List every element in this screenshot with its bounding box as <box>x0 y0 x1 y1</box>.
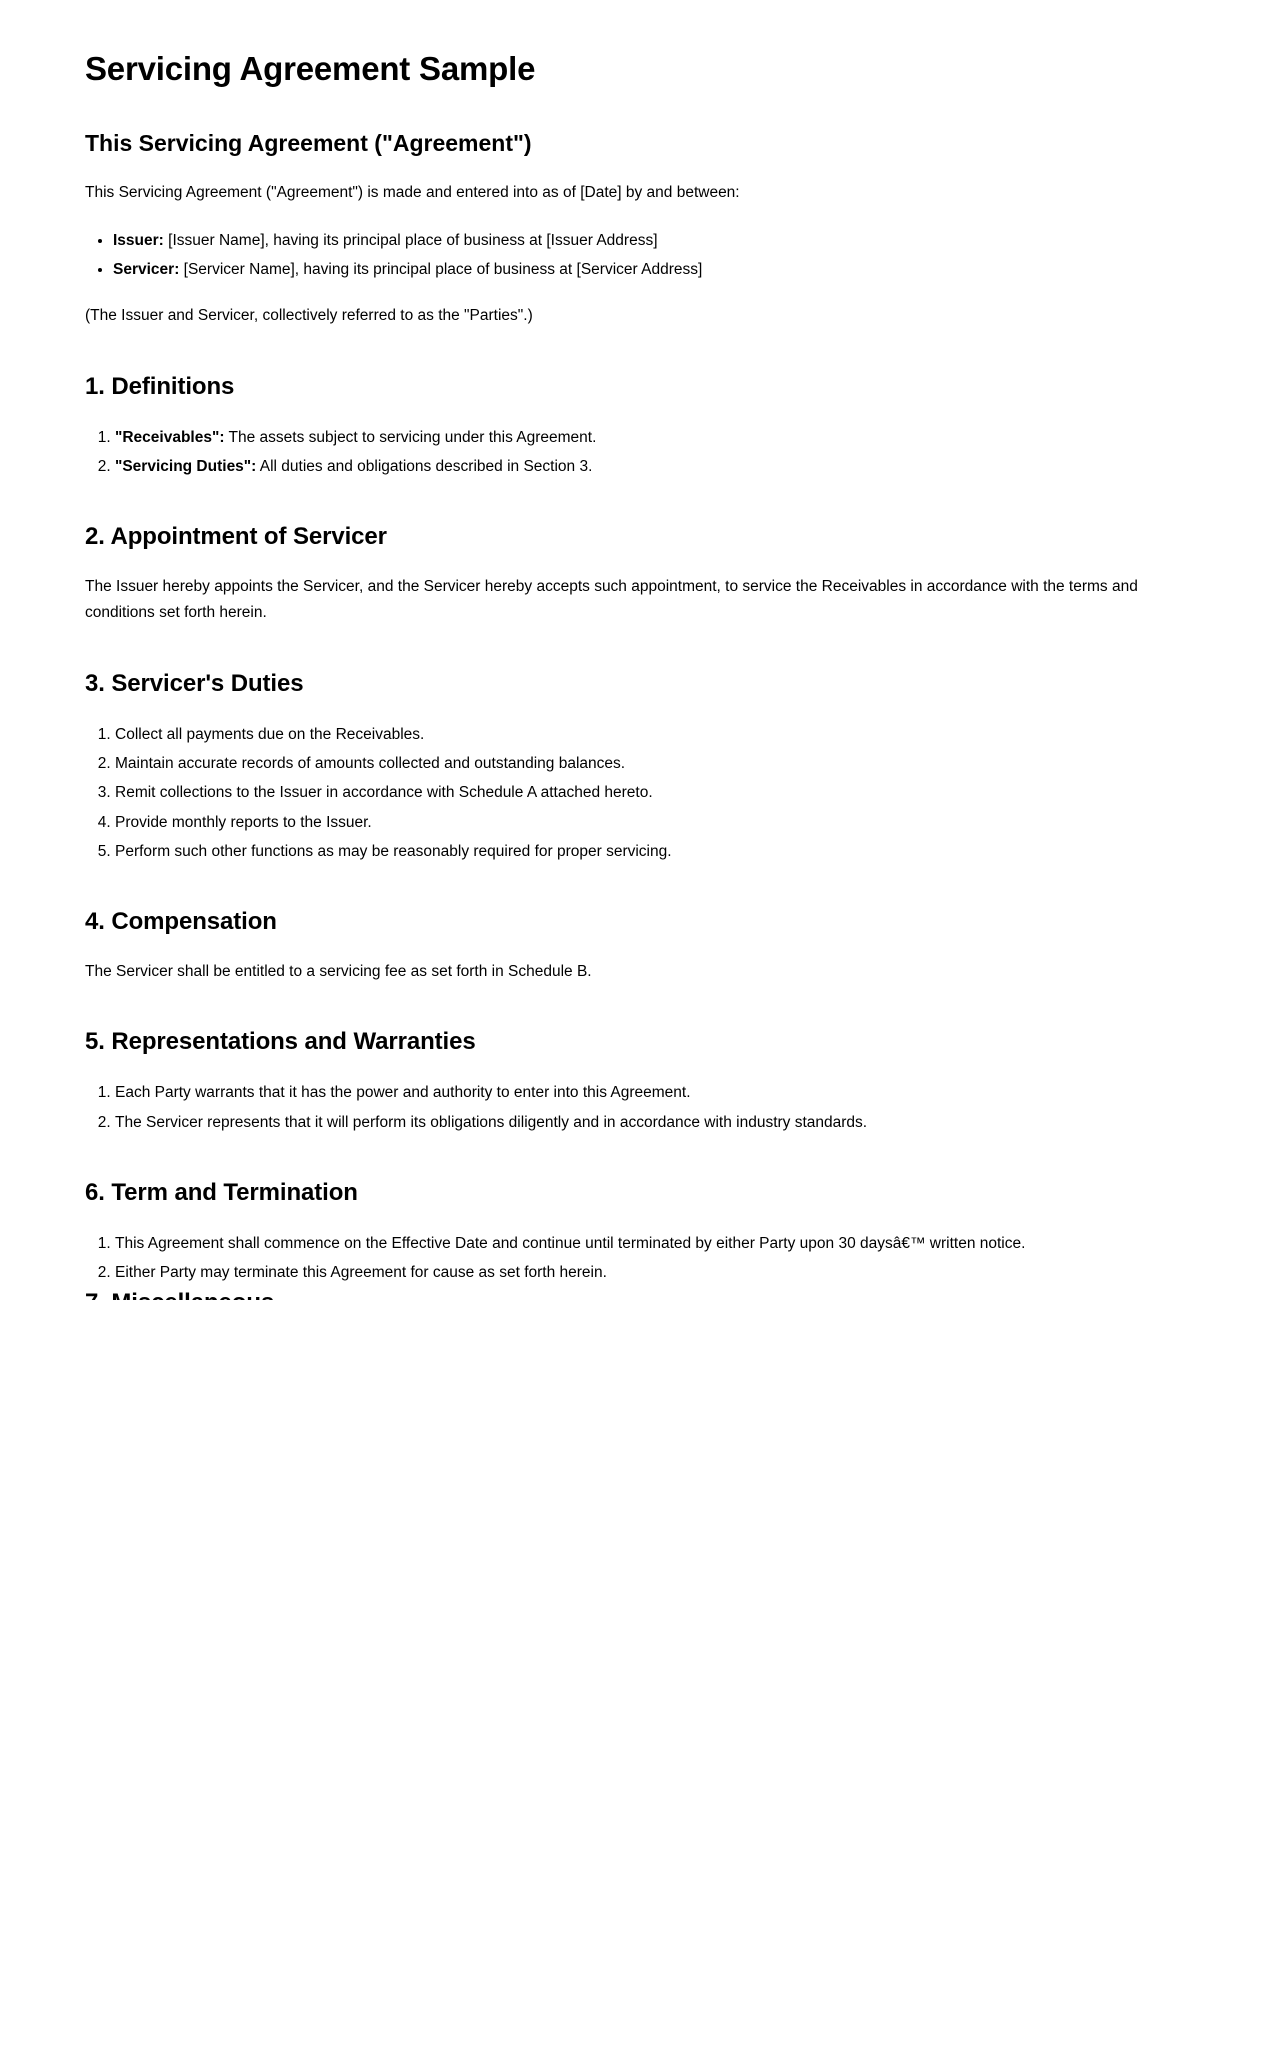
section-definitions <box>85 372 1178 480</box>
party-text: [Servicer Name], having its principal place of business at [Servicer Address] <box>179 260 703 278</box>
list-item: 2. Either Party may terminate this Agreement for cause as set forth herein. <box>115 1259 1178 1286</box>
intro-heading: This Servicing Agreement ("Agreement") <box>85 130 532 157</box>
party-text: [Issuer Name], having its principal place of business at [Issuer Address] <box>163 231 658 249</box>
parties-note: (The Issuer and Servicer, collectively referred to as the "Parties".) <box>85 306 533 324</box>
party-label: Issuer: <box>113 231 164 249</box>
section-heading: 2. Appointment of Servicer <box>85 522 387 550</box>
termination-list <box>85 1230 1178 1286</box>
representations-list <box>85 1079 1178 1135</box>
section-heading: 4. Compensation <box>85 907 277 935</box>
list-item: 1. This Agreement shall commence on the Effective Date and continue until terminated by either Party upon 30 daysâ€™ written notice. <box>115 1230 1178 1257</box>
section-appointment <box>85 522 1178 627</box>
list-item: 3. Remit collections to the Issuer in accordance with Schedule A attached hereto. <box>115 779 1178 806</box>
definition-text: All duties and obligations described in Section 3. <box>256 457 593 475</box>
list-item <box>113 227 1178 254</box>
definition-text: The assets subject to servicing under this Agreement. <box>224 428 597 446</box>
parties-list <box>85 227 1178 283</box>
section-intro <box>85 129 1178 329</box>
section-miscellaneous-clipped <box>85 1288 685 1300</box>
list-item: 1. Each Party warrants that it has the power and authority to enter into this Agreement. <box>115 1079 1178 1106</box>
list-item <box>115 453 1178 480</box>
section-term-termination <box>85 1178 1178 1286</box>
list-item <box>113 256 1178 283</box>
list-item <box>115 424 1178 451</box>
definition-term: "Servicing Duties": <box>115 457 257 475</box>
duties-list <box>85 721 1178 865</box>
section-paragraph: The Servicer shall be entitled to a servicing fee as set forth in Schedule B. <box>85 962 592 980</box>
list-item: 1. Collect all payments due on the Receivables. <box>115 721 1178 748</box>
intro-paragraph: This Servicing Agreement ("Agreement") is made and entered into as of [Date] by and between: <box>85 184 740 201</box>
section-heading: 6. Term and Termination <box>85 1178 358 1206</box>
party-label: Servicer: <box>113 260 180 278</box>
section-heading: 3. Servicer's Duties <box>85 670 304 698</box>
page-title: Servicing Agreement Sample <box>85 50 536 87</box>
list-item: 5. Perform such other functions as may be reasonably required for proper servicing. <box>115 838 1178 865</box>
section-representations <box>85 1027 1178 1135</box>
section-heading: 5. Representations and Warranties <box>85 1028 476 1056</box>
page-blank-area <box>0 1300 1263 2045</box>
definitions-list <box>85 424 1178 480</box>
list-item: 2. The Servicer represents that it will perform its obligations diligently and in accordance with industry standards. <box>115 1109 1178 1136</box>
section-heading: 1. Definitions <box>85 372 235 400</box>
definition-term: "Receivables": <box>115 428 225 446</box>
list-item: 2. Maintain accurate records of amounts collected and outstanding balances. <box>115 750 1178 777</box>
section-compensation <box>85 907 1178 986</box>
section-servicer-duties <box>85 669 1178 865</box>
section-paragraph: The Issuer hereby appoints the Servicer, and the Servicer hereby accepts such appointment, to service the Receivables in accordance with the terms and conditions set forth herein. <box>85 577 1138 622</box>
list-item: 4. Provide monthly reports to the Issuer. <box>115 809 1178 836</box>
